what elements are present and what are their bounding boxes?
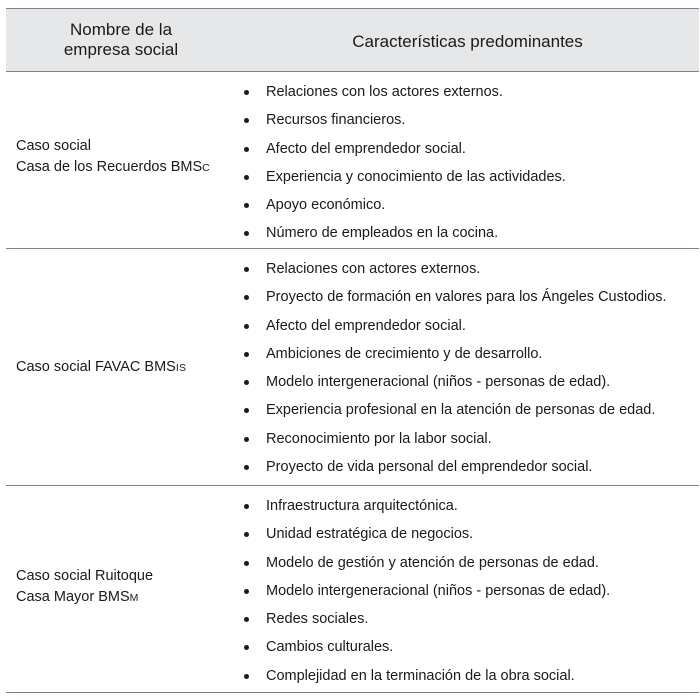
company-name-subscript: C [202, 162, 210, 174]
company-name [16, 566, 236, 609]
bullet-icon [244, 231, 249, 236]
characteristics-table [6, 8, 699, 693]
characteristics-list [240, 258, 667, 484]
bullet-icon [244, 203, 249, 208]
header-company-name-line2: empresa social [63, 40, 179, 59]
bullet-icon [244, 118, 249, 123]
bullet-icon [244, 352, 249, 357]
bullet-icon [244, 380, 249, 385]
list-item: Proyecto de formación en valores para los Ángeles Custodios. [240, 286, 667, 314]
bullet-icon [244, 674, 249, 679]
bullet-icon [244, 175, 249, 180]
list-item: Unidad estratégica de negocios. [240, 523, 610, 551]
list-item: Modelo intergeneracional (niños - personas de edad). [240, 371, 667, 399]
characteristics-list [240, 81, 566, 251]
list-item: Complejidad en la terminación de la obra social. [240, 665, 610, 693]
table-row [6, 249, 699, 486]
bullet-icon [244, 617, 249, 622]
bullet-icon [244, 295, 249, 300]
table-row [6, 72, 699, 249]
bullet-icon [244, 437, 249, 442]
company-name-line1: Caso social Ruitoque [16, 568, 154, 584]
bullet-icon [244, 465, 249, 470]
company-name [16, 136, 236, 179]
company-name-main: Caso social FAVAC BMS [16, 359, 176, 375]
company-name-main: Casa Mayor BMS [16, 589, 130, 605]
bullet-icon [244, 532, 249, 537]
list-item: Relaciones con actores externos. [240, 258, 667, 286]
list-item: Redes sociales. [240, 608, 610, 636]
list-item: Infraestructura arquitectónica. [240, 495, 610, 523]
list-item: Experiencia y conocimiento de las actividades. [240, 166, 566, 194]
header-characteristics: Características predominantes [352, 32, 583, 51]
list-item: Número de empleados en la cocina. [240, 222, 566, 250]
company-name [16, 357, 236, 379]
bullet-icon [244, 589, 249, 594]
header-company-name [6, 20, 236, 60]
bullet-icon [244, 147, 249, 152]
list-item: Cambios culturales. [240, 636, 610, 664]
list-item: Afecto del emprendedor social. [240, 138, 566, 166]
list-item: Modelo de gestión y atención de personas de edad. [240, 552, 610, 580]
characteristics-list [240, 495, 610, 693]
list-item: Recursos financieros. [240, 109, 566, 137]
list-item: Relaciones con los actores externos. [240, 81, 566, 109]
bullet-icon [244, 645, 249, 650]
company-name-main: Casa de los Recuerdos BMS [16, 159, 203, 175]
list-item: Reconocimiento por la labor social. [240, 428, 667, 456]
company-name-line1 [16, 357, 236, 379]
table-row [6, 486, 699, 693]
header-company-name-line1: Nombre de la [69, 20, 173, 39]
bullet-icon [244, 504, 249, 509]
bullet-icon [244, 561, 249, 566]
company-name-subscript: M [129, 592, 139, 604]
company-name-line1: Caso social [16, 138, 91, 154]
bullet-icon [244, 408, 249, 413]
company-name-subscript: IS [175, 362, 187, 374]
list-item: Modelo intergeneracional (niños - personas de edad). [240, 580, 610, 608]
list-item: Apoyo económico. [240, 194, 566, 222]
company-name-line2 [16, 157, 236, 179]
list-item: Proyecto de vida personal del emprendedor social. [240, 456, 667, 484]
table-header [6, 8, 699, 72]
company-name-line2 [16, 587, 236, 609]
bullet-icon [244, 324, 249, 329]
bullet-icon [244, 267, 249, 272]
list-item: Afecto del emprendedor social. [240, 315, 667, 343]
bullet-icon [244, 90, 249, 95]
list-item: Experiencia profesional en la atención de personas de edad. [240, 399, 667, 427]
list-item: Ambiciones de crecimiento y de desarrollo. [240, 343, 667, 371]
